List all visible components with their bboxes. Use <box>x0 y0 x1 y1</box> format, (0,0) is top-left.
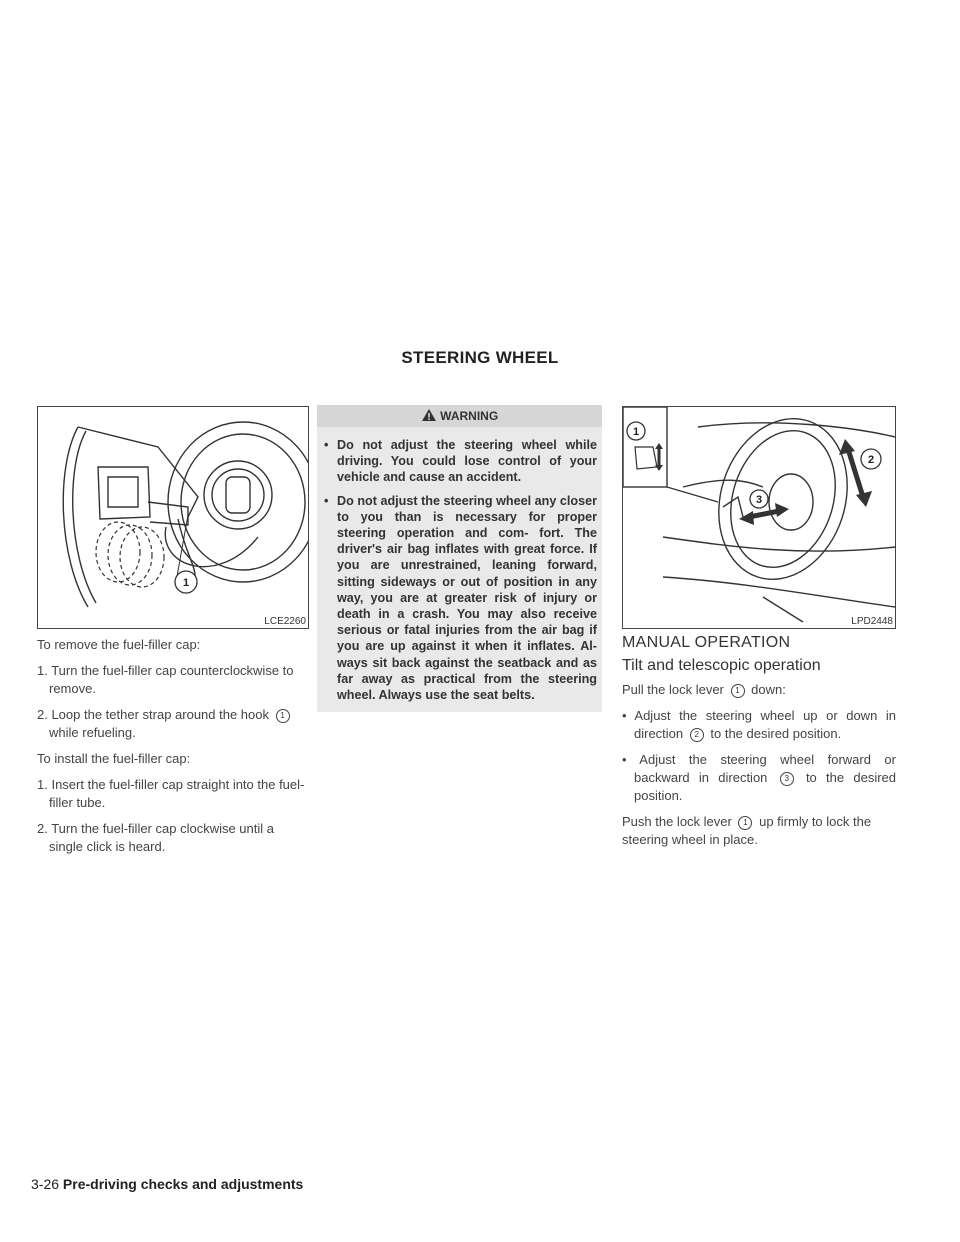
circled-number: 2 <box>690 728 704 742</box>
chapter-title: Pre-driving checks and adjustments <box>62 1176 304 1192</box>
install-step-1: 1. Insert the fuel-filler cap straight into the fuel-filler tube. <box>37 777 305 810</box>
adjust-tilt-item <box>622 707 896 743</box>
figure-code-lpd2448: LPD2448 <box>851 616 893 627</box>
manual-operation-heading: MANUAL OPERATION <box>622 634 791 651</box>
adjust-telescopic-text-b: to the desired position. <box>634 770 896 803</box>
push-text-b: up firmly to lock the steering wheel in place. <box>622 814 872 847</box>
remove-step-2-text-a: 2. Loop the tether strap around the hook <box>37 707 270 722</box>
left-column <box>37 636 309 856</box>
steering-callout-2: 2 <box>867 454 875 466</box>
pull-text-a: Pull the lock lever <box>622 682 724 697</box>
remove-step-2 <box>37 706 309 742</box>
warning-icon <box>421 408 437 422</box>
warning-item-2 <box>317 493 602 704</box>
steering-callout-1: 1 <box>632 426 640 438</box>
figure-code-lce2260: LCE2260 <box>264 616 306 627</box>
steering-figure <box>622 406 896 629</box>
steering-illustration <box>623 407 895 628</box>
remove-intro: To remove the fuel-filler cap: <box>37 637 201 652</box>
page-footer <box>31 1176 303 1192</box>
right-column <box>622 634 896 849</box>
adjust-telescopic-item <box>622 751 896 805</box>
tilt-telescopic-subheading: Tilt and telescopic operation <box>622 657 821 674</box>
remove-step-1: 1. Turn the fuel-filler cap counterclockwise to remove. <box>37 663 294 696</box>
callout-1: 1 <box>182 577 190 589</box>
fuel-cap-figure <box>37 406 309 629</box>
warning-header <box>317 405 602 427</box>
circled-number: 3 <box>780 772 794 786</box>
adjust-tilt-text-a: • Adjust the steering wheel up or down in direction <box>622 708 896 741</box>
warning-item-1 <box>317 437 602 486</box>
steering-callout-3: 3 <box>755 494 763 506</box>
push-text-a: Push the lock lever <box>622 814 732 829</box>
warning-title: WARNING <box>440 409 499 423</box>
warning-box <box>317 405 602 712</box>
bullet: • <box>324 493 329 508</box>
circled-number: 1 <box>731 684 745 698</box>
bullet: • <box>324 438 329 452</box>
warning-item-1-text: Do not adjust the steering wheel while driving. You could lose control of your vehicle and cause an accident. <box>337 438 597 485</box>
fuel-cap-illustration <box>38 407 308 628</box>
install-step-2: 2. Turn the fuel-filler cap clockwise until a single click is heard. <box>37 821 274 854</box>
install-intro: To install the fuel-filler cap: <box>37 751 191 766</box>
remove-step-2-text-b: while refueling. <box>49 725 136 740</box>
circled-number: 1 <box>276 709 290 723</box>
circled-number: 1 <box>738 816 752 830</box>
pull-instruction <box>622 681 896 699</box>
section-title: STEERING WHEEL <box>401 348 559 367</box>
adjust-telescopic-text-a: • Adjust the steering wheel forward or backward in direction <box>622 752 896 785</box>
warning-item-2-text: Do not adjust the steering wheel any closer to you than is necessary for proper steering operation and com- fort. The driver's air bag inflates with great force. If you are unrestrained, leaning forward, sitting sideways or out of position in any way, you are at greater risk of injury or death in a crash. You may also receive serious or fatal injuries from the air bag if you are up against it when it inflates. Al- ways sit back against the seatback and as far away as practical from the steering wheel. Always use the seat belts. <box>337 493 597 703</box>
page-number: 3-26 <box>31 1176 60 1192</box>
push-instruction <box>622 813 896 849</box>
adjust-tilt-text-b: to the desired position. <box>710 726 842 741</box>
pull-text-b: down: <box>751 682 786 697</box>
